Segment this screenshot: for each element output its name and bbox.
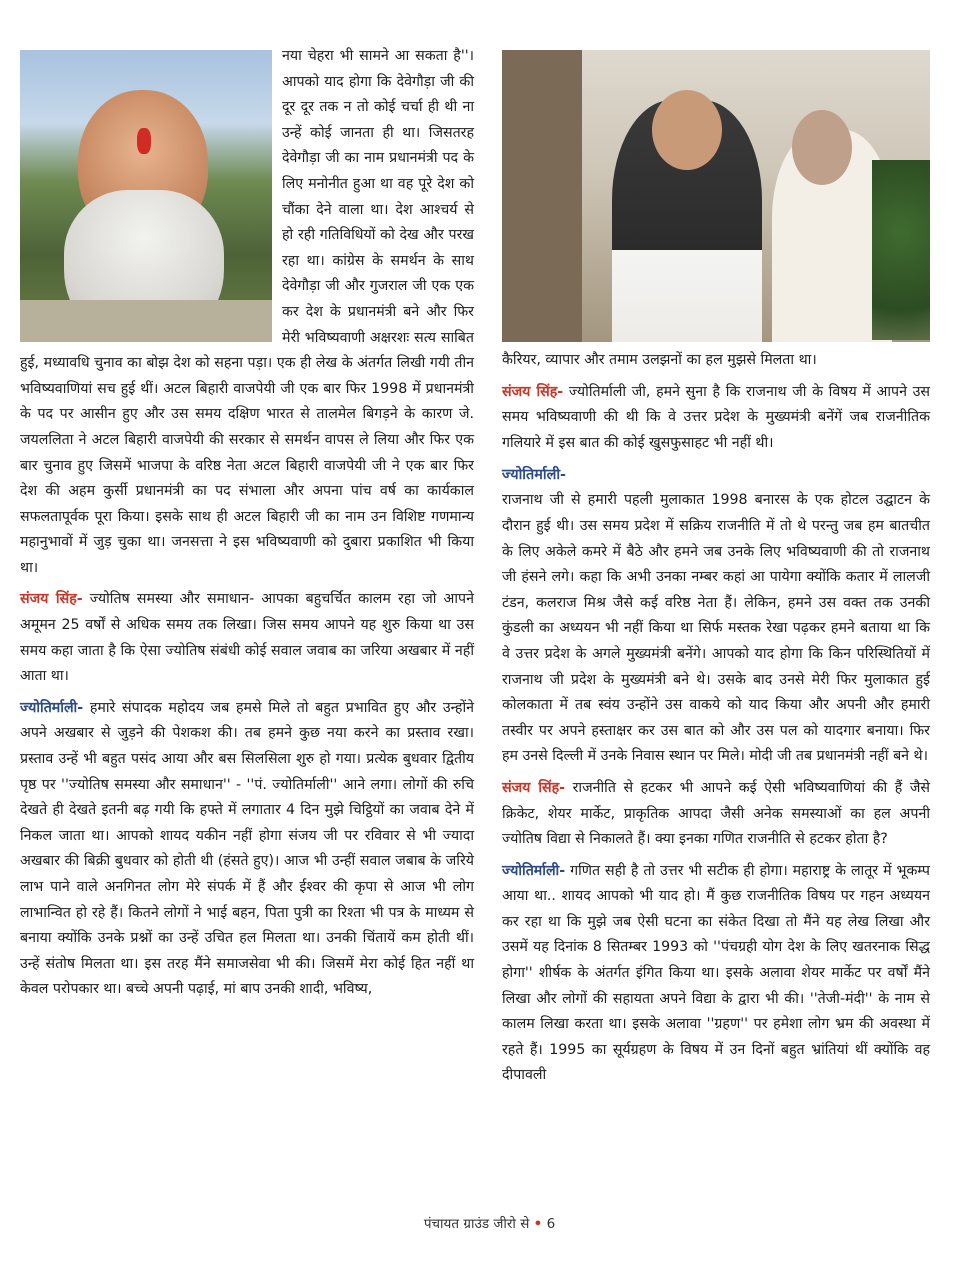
page-number: 6 xyxy=(546,1216,556,1232)
page-footer xyxy=(0,1214,979,1232)
left-column xyxy=(20,44,474,1003)
speaker-label: ज्योतिर्माली- xyxy=(502,862,566,879)
answer-text: हमारे संपादक महोदय जब हमसे मिले तो बहुत प्रभावित हुए और उन्होंने अपने अखबार से जुड़ने की पेशकश की। तब हमने कुछ नया करने का प्रस्ताव रखा। प्रस्ताव उन्हें भी बहुत पसंद आया और बस सिलसिला शुरु हो गया। प्रत्येक बुधवार द्वितीय पृष्ठ पर ''ज्योतिष समस्या और समाधान'' - ''पं. ज्योतिर्माली'' आने लगा। लोगों की रुचि देखते ही देखते इतनी बढ़ गयी कि हफ्ते में लगातार 4 दिन मुझे चिट्ठियों का जवाब देने में निकल जाता था। आपको शायद यकीन नहीं होगा संजय जी पर रविवार से भी ज्यादा अखबार की बिक्री बुधवार को होती थी (हंसते हुए)। आज भी उन्हीं सवाल जबाब के जरिये लाभ पाने वाले अनगिनत लोग मेरे संपर्क में हैं और ईश्वर की कृपा से आज भी लोग लाभान्वित हो रहे हैं। कितने लोगों ने भाई बहन, पिता पुत्री का रिश्ता भी पत्र के माध्यम से बनाया क्योंकि उनके प्रश्नों का उन्हें उचित हल मिलता था। उनकी चिंतायें कम होती थीं। उन्हें संतोष मिलता था। इस तरह मैंने समाजसेवा भी की। जिसमें मेरा कोई हित नहीं था केवल परोपकार था। बच्चे अपनी पढ़ाई, मां बाप उनकी शादी, भविष्य, xyxy=(20,699,474,998)
speaker-label: संजय सिंह- xyxy=(20,591,83,608)
answer-paragraph xyxy=(502,859,930,1089)
continued-paragraph: कैरियर, व्यापार और तमाम उलझनों का हल मुझसे मिलता था। xyxy=(502,352,817,368)
speaker-label: संजय सिंह- xyxy=(502,383,564,400)
portrait-photo xyxy=(20,50,272,342)
question-paragraph xyxy=(502,380,930,457)
intro-paragraph: नया चेहरा भी सामने आ सकता है''। आपको याद होगा कि देवेगौड़ा जी की दूर दूर तक न तो कोई चर्चा ही थी ना उन्हें कोई जानता ही था। जिसतरह देवेगौड़ा जी का नाम प्रधानमंत्री पद के लिए मनोनीत हुआ था वह पूरे देश को चौंका देने वाला था। देश आश्चर्य से हो रही गतिविधियों को देख और परख रहा था। कांग्रेस के समर्थन के साथ देवेगौड़ा जी और गुजराल जी एक एक कर देश के प्रधानमंत्री बने और फिर मेरी भविष्यवाणी अक्षरशः सत्य साबित हुई, मध्यावधि चुनाव का बोझ देश को सहना पड़ा। एक ही लेख के अंतर्गत लिखी गयी तीन भविष्यवाणियां सच हुई थीं। अटल बिहारी वाजपेयी जी एक बार फिर 1998 में प्रधानमंत्री के पद पर आसीन हुए और उस समय दक्षिण भारत से तालमेल बिगड़ने के कारण जे. जयललिता ने अटल बिहारी वाजपेयी की सरकार से समर्थन वापस ले लिया और फिर एक बार चुनाव हुए जिसमें भाजपा के वरिष्ठ नेता अटल बिहारी वाजपेयी जी ने एक बार फिर देश की अहम कुर्सी प्रधानमंत्री का पद संभाला और अपना पांच वर्ष का कार्यकाल सफलतापूर्वक पूरा किया। इसके साथ ही अटल बिहारी जी का नाम उन विशिष्ट गणमान्य महानुभावों में जुड़ चुका था। जनसत्ता ने इस भविष्यवाणी को दुबारा प्रकाशित भी किया था। xyxy=(20,48,474,576)
photo-plant xyxy=(872,160,930,340)
photo-person-left-head xyxy=(652,90,722,170)
photo-doorway xyxy=(502,50,582,342)
answer-speaker-heading: ज्योतिर्माली- xyxy=(502,467,567,484)
question-paragraph xyxy=(20,587,474,689)
question-paragraph xyxy=(502,776,930,853)
answer-paragraph xyxy=(20,696,474,1003)
photo-person-right-head xyxy=(792,110,852,185)
portrait-shirt xyxy=(20,300,272,342)
publication-name: पंचायत ग्राउंड जीरो से xyxy=(423,1216,530,1232)
question-text: राजनीति से हटकर भी आपने कई ऐसी भविष्यवाणियां की हैं जैसे क्रिकेट, शेयर मार्केट, प्राकृतिक आपदा जैसी अनेक समस्याओं का हल अपनी ज्योतिष विद्या से निकालते हैं। क्या इनका गणित राजनीति से हटकर होता है? xyxy=(502,779,930,848)
question-text: ज्योतिष समस्या और समाधान- आपका बहुचर्चित कालम रहा जो आपने अमूमन 25 वर्षों से अधिक समय तक लिखा। जिस समय आपने यह शुरु किया था उस समय कहा जाता है कि ऐसा ज्योतिष संबंधी कोई सवाल जवाब का जरिया अखबार में नहीं आता था। xyxy=(20,591,474,685)
footer-bullet: • xyxy=(533,1216,543,1232)
question-text: ज्योतिर्माली जी, हमने सुना है कि राजनाथ जी के विषय में आपने उस समय भविष्यवाणी की थी कि वे उत्तर प्रदेश के मुख्यमंत्री बनेंगें जब राजनीतिक गलियारे में इस बात की कोई खुसफुसाहट भी नहीं थी। xyxy=(502,383,930,451)
meeting-photo xyxy=(502,50,930,342)
speaker-label: ज्योतिर्माली- xyxy=(20,699,84,716)
right-column xyxy=(502,44,930,1089)
speaker-label: संजय सिंह- xyxy=(502,779,566,796)
answer-paragraph: राजनाथ जी से हमारी पहली मुलाकात 1998 बनारस के एक होटल उद्घाटन के दौरान हुई थी। उस समय प्रदेश में सक्रिय राजनीति में तो थे परन्तु जब हम बातचीत के लिए अकेले कमरे में बैठे और हमने जब उनके लिए भविष्यवाणी की तो राजनाथ जी हंसने लगे। कहा कि अभी उनका नम्बर कहां आ पायेगा क्योंकि कतार में लालजी टंडन, कलराज मिश्र जैसे कई वरिष्ठ नेता हैं। लेकिन, हमने उस वक्त तक उनकी कुंडली का अध्ययन भी नहीं किया था सिर्फ मस्तक रेखा पढ़कर हमने बताया था कि वे उत्तर प्रदेश के अगले मुख्यमंत्री बनेंगे। आपको याद होगा कि किन परिस्थितियों में राजनाथ जी प्रदेश के मुख्यमंत्री बने थे। उसके बाद उनसे मेरी फिर मुलाकात हुई कोलकाता में तब स्वंय उन्होंने उस वाकये को याद किया और अपनी और हमारी तस्वीर पर अपने हस्ताक्षर कर उस बात को और उस पल को यादगार बनाया। फिर हम उनसे दिल्ली में उनके निवास स्थान पर मिले। मोदी जी तब प्रधानमंत्री नहीं बने थे। xyxy=(502,492,930,765)
portrait-tilak xyxy=(137,128,151,154)
answer-text: गणित सही है तो उत्तर भी सटीक ही होगा। महाराष्ट्र के लातूर में भूकम्प आया था.. शायद आपको भी याद हो। मैं कुछ राजनीतिक विषय पर गहन अध्ययन कर रहा था कि मुझे जब ऐसी घटना का संकेत दिखा तो मैंने यह लेख लिखा और उसमें यह दिनांक 8 सितम्बर 1993 को ''पंचग्रही योग देश के लिए खतरनाक सिद्ध होगा'' शीर्षक के अंतर्गत इंगित किया था। इसके अलावा शेयर मार्केट पर वर्षों मैंने लिखा और लोगों की सहायता अपने विद्या के द्वारा भी की। ''तेजी-मंदी'' के नाम से कालम लिखा करता था। इसके अलावा ''ग्रहण'' पर हमेशा लोग भ्रम की अवस्था में रहते हैं। 1995 का सूर्यग्रहण के विषय में उन दिनों बहुत भ्रांतियां थीं क्योंकि वह दीपावली xyxy=(502,862,930,1084)
